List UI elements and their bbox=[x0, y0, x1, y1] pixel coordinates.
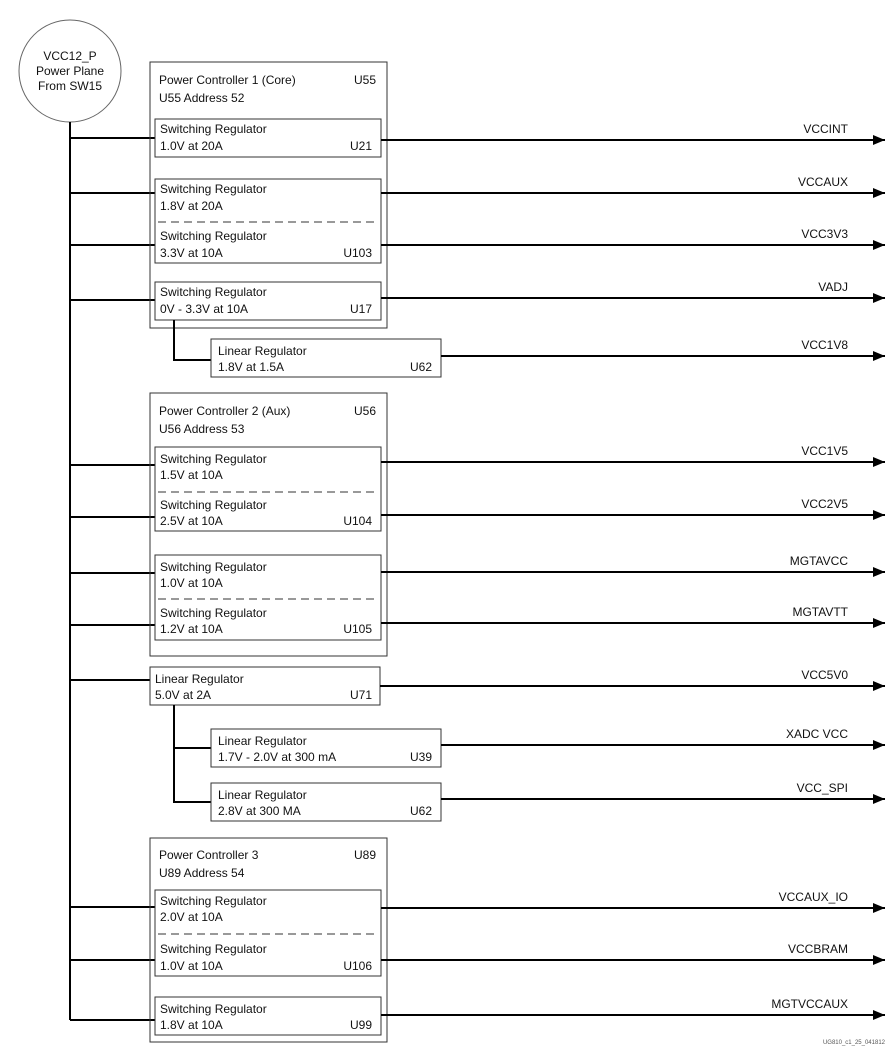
linear-type: Linear Regulator bbox=[218, 788, 307, 802]
regulator-group-u106 bbox=[155, 890, 381, 976]
controller-title: Power Controller 2 (Aux) bbox=[159, 404, 291, 418]
regulator-ref: U17 bbox=[349, 302, 372, 316]
regulator-type: Switching Regulator bbox=[160, 606, 267, 620]
output-mgtavtt bbox=[381, 605, 885, 623]
linear-regulator-u71 bbox=[150, 667, 380, 705]
controller-address: U55 Address 52 bbox=[159, 91, 245, 105]
output-vcc-spi bbox=[441, 781, 885, 799]
linear-ref: U71 bbox=[349, 688, 372, 702]
regulator-spec: 1.0V at 10A bbox=[160, 959, 223, 973]
regulator-spec: 3.3V at 10A bbox=[160, 246, 223, 260]
output-label: VCCAUX_IO bbox=[778, 890, 848, 904]
linear-regulator-u62-vcc1v8 bbox=[174, 320, 441, 377]
linear-spec: 5.0V at 2A bbox=[155, 688, 212, 702]
linear-spec: 1.7V - 2.0V at 300 mA bbox=[218, 750, 337, 764]
linear-spec: 2.8V at 300 MA bbox=[218, 804, 301, 818]
regulator-group-u99 bbox=[155, 997, 381, 1035]
output-vccint bbox=[381, 122, 885, 140]
regulator-spec: 2.0V at 10A bbox=[160, 910, 223, 924]
regulator-spec: 0V - 3.3V at 10A bbox=[160, 302, 249, 316]
input-bus bbox=[70, 122, 155, 1020]
power-controller-3 bbox=[150, 838, 387, 1042]
linear-spec: 1.8V at 1.5A bbox=[218, 360, 285, 374]
output-label: VCC1V5 bbox=[801, 444, 848, 458]
source-power-plane bbox=[19, 20, 121, 122]
output-vcc1v5 bbox=[381, 444, 885, 462]
output-mgtavcc bbox=[381, 554, 885, 572]
regulator-spec: 1.0V at 10A bbox=[160, 576, 223, 590]
power-controller-1 bbox=[150, 62, 387, 328]
feed-line bbox=[174, 320, 211, 360]
output-rails bbox=[380, 122, 885, 1015]
output-label: XADC VCC bbox=[785, 727, 848, 741]
linear-ref: U39 bbox=[409, 750, 432, 764]
regulator-spec: 1.5V at 10A bbox=[160, 468, 223, 482]
regulator-spec: 1.2V at 10A bbox=[160, 622, 223, 636]
output-vccbram bbox=[381, 942, 885, 960]
output-label: VCC1V8 bbox=[801, 338, 848, 352]
output-vcc1v8 bbox=[441, 338, 885, 356]
regulator-type: Switching Regulator bbox=[160, 1002, 267, 1016]
regulator-group-u104 bbox=[155, 447, 381, 531]
controller-ref: U56 bbox=[353, 404, 376, 418]
linear-type: Linear Regulator bbox=[155, 672, 244, 686]
output-label: VCC_SPI bbox=[796, 781, 848, 795]
output-vcc3v3 bbox=[381, 227, 885, 245]
source-line-2: Power Plane bbox=[35, 64, 105, 78]
regulator-group-u21 bbox=[155, 119, 381, 157]
regulator-ref: U103 bbox=[343, 246, 372, 260]
controller-address: U56 Address 53 bbox=[159, 422, 245, 436]
controller-title: Power Controller 3 bbox=[159, 848, 259, 862]
output-label: VCCINT bbox=[803, 122, 848, 136]
regulator-type: Switching Regulator bbox=[160, 560, 267, 574]
regulator-group-u105 bbox=[155, 555, 381, 640]
source-line-3: From SW15 bbox=[37, 79, 103, 93]
output-xadc-vcc bbox=[441, 727, 885, 745]
regulator-type: Switching Regulator bbox=[160, 182, 267, 196]
controller-title: Power Controller 1 (Core) bbox=[159, 73, 296, 87]
output-label: VCC2V5 bbox=[801, 497, 848, 511]
power-controller-2 bbox=[150, 393, 387, 656]
output-vcc5v0 bbox=[380, 668, 885, 686]
linear-ref: U62 bbox=[409, 360, 432, 374]
regulator-ref: U104 bbox=[343, 514, 372, 528]
output-label: VCCAUX bbox=[797, 175, 848, 189]
output-label: VCC3V3 bbox=[801, 227, 848, 241]
regulator-group-u103 bbox=[155, 179, 381, 263]
regulator-ref: U21 bbox=[349, 139, 372, 153]
output-label: VADJ bbox=[818, 280, 848, 294]
regulator-type: Switching Regulator bbox=[160, 498, 267, 512]
linear-type: Linear Regulator bbox=[218, 344, 307, 358]
regulator-spec: 1.8V at 10A bbox=[160, 1018, 223, 1032]
output-label: VCC5V0 bbox=[801, 668, 848, 682]
regulator-spec: 1.8V at 20A bbox=[160, 199, 223, 213]
output-vcc2v5 bbox=[381, 497, 885, 515]
linear-regulator-u62-vcc-spi bbox=[211, 783, 441, 821]
output-mgtvccaux bbox=[381, 997, 885, 1015]
output-vadj bbox=[381, 280, 885, 298]
figure-id: UG810_c1_25_041812 bbox=[822, 1040, 885, 1046]
output-label: VCCBRAM bbox=[787, 942, 848, 956]
linear-type: Linear Regulator bbox=[218, 734, 307, 748]
linear-ref: U62 bbox=[409, 804, 432, 818]
regulator-group-u17 bbox=[155, 282, 381, 320]
output-label: MGTAVCC bbox=[789, 554, 848, 568]
linear-regulator-u39 bbox=[211, 729, 441, 767]
regulator-ref: U106 bbox=[343, 959, 372, 973]
regulator-type: Switching Regulator bbox=[160, 285, 267, 299]
regulator-ref: U105 bbox=[343, 622, 372, 636]
regulator-ref: U99 bbox=[349, 1018, 372, 1032]
output-vccaux bbox=[381, 175, 885, 193]
output-label: MGTAVTT bbox=[792, 605, 848, 619]
output-label: MGTVCCAUX bbox=[771, 997, 848, 1011]
regulator-type: Switching Regulator bbox=[160, 452, 267, 466]
output-vccaux-io bbox=[381, 890, 885, 908]
controller-ref: U89 bbox=[353, 848, 376, 862]
regulator-type: Switching Regulator bbox=[160, 229, 267, 243]
regulator-type: Switching Regulator bbox=[160, 894, 267, 908]
regulator-type: Switching Regulator bbox=[160, 942, 267, 956]
source-line-1: VCC12_P bbox=[43, 49, 97, 63]
regulator-spec: 1.0V at 20A bbox=[160, 139, 223, 153]
controller-address: U89 Address 54 bbox=[159, 866, 245, 880]
controller-ref: U55 bbox=[353, 73, 376, 87]
regulator-type: Switching Regulator bbox=[160, 122, 267, 136]
regulator-spec: 2.5V at 10A bbox=[160, 514, 223, 528]
feed-line-u71 bbox=[174, 705, 211, 802]
